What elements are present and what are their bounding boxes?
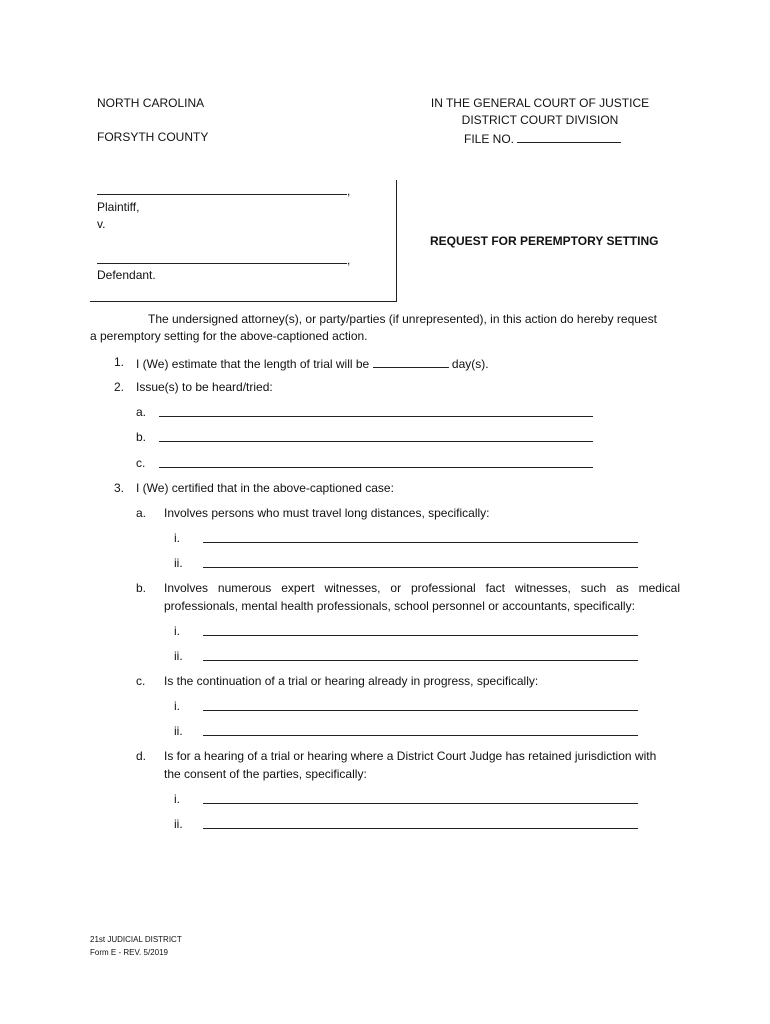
reason-b-ii-label: ii.	[174, 649, 183, 663]
plaintiff-label: Plaintiff,	[97, 200, 140, 214]
reason-a-text: Involves persons who must travel long distances, specifically:	[164, 506, 490, 520]
reason-a-i-field[interactable]	[203, 530, 638, 546]
defendant-label: Defendant.	[97, 268, 156, 282]
reason-b-text-1: Involves numerous expert witnesses, or professional fact witnesses, such as medical	[164, 581, 680, 595]
plaintiff-name-field[interactable]	[97, 182, 347, 195]
file-number	[464, 130, 621, 146]
caption-horizontal-rule	[90, 301, 397, 302]
reason-b-i-field[interactable]	[203, 623, 638, 639]
issue-a-label: a.	[136, 405, 147, 419]
reason-b-ii-field[interactable]	[203, 648, 638, 664]
reason-c-text: Is the continuation of a trial or hearing already in progress, specifically:	[164, 674, 539, 688]
reason-c-i-field[interactable]	[203, 698, 638, 714]
reason-a-label: a.	[136, 506, 147, 520]
reason-d-label: d.	[136, 749, 147, 763]
reason-d-ii-field[interactable]	[203, 816, 638, 832]
court-name: IN THE GENERAL COURT OF JUSTICE	[430, 96, 650, 110]
court-division: DISTRICT COURT DIVISION	[461, 113, 619, 127]
defendant-name-line[interactable]: ,	[97, 251, 350, 267]
intro-line-1: The undersigned attorney(s), or party/parties (if unrepresented), in this action do hereby request	[148, 312, 657, 326]
item-1-number: 1.	[114, 355, 125, 369]
state-name: NORTH CAROLINA	[97, 96, 205, 110]
issue-c-field[interactable]	[159, 455, 593, 471]
reason-b-i-label: i.	[174, 624, 180, 638]
reason-a-i-label: i.	[174, 531, 180, 545]
plaintiff-name-line[interactable]: ,	[97, 182, 350, 198]
file-number-label: FILE NO.	[464, 132, 515, 146]
reason-d-i-field[interactable]	[203, 791, 638, 807]
county-name: FORSYTH COUNTY	[97, 130, 209, 144]
item-1-line	[136, 355, 489, 371]
issue-c-label: c.	[136, 456, 146, 470]
reason-a-ii-label: ii.	[174, 556, 183, 570]
footer-district: 21st JUDICIAL DISTRICT	[90, 935, 182, 944]
reason-c-ii-field[interactable]	[203, 723, 638, 739]
reason-a-ii-field[interactable]	[203, 555, 638, 571]
issue-b-label: b.	[136, 430, 147, 444]
reason-d-ii-label: ii.	[174, 817, 183, 831]
footer-form-number: Form E - REV. 5/2019	[90, 948, 168, 957]
reason-d-i-label: i.	[174, 792, 180, 806]
reason-b-text-2: professionals, mental health professionals, school personnel or accountants, specifically:	[164, 599, 635, 613]
item-3-number: 3.	[114, 481, 125, 495]
trial-length-field[interactable]	[373, 355, 449, 368]
versus-label: v.	[97, 217, 106, 231]
intro-line-2: a peremptory setting for the above-captioned action.	[90, 329, 368, 343]
reason-d-text-1: Is for a hearing of a trial or hearing where a District Court Judge has retained jurisdiction with	[164, 749, 657, 763]
reason-b-label: b.	[136, 581, 147, 595]
defendant-name-field[interactable]	[97, 251, 347, 264]
reason-c-i-label: i.	[174, 699, 180, 713]
issue-a-field[interactable]	[159, 404, 593, 420]
item-2-text: Issue(s) to be heard/tried:	[136, 380, 273, 394]
item-3-text: I (We) certified that in the above-captioned case:	[136, 481, 394, 495]
item-1-text: I (We) estimate that the length of trial will be	[136, 357, 370, 371]
item-1-suffix: day(s).	[451, 357, 489, 371]
document-title: REQUEST FOR PEREMPTORY SETTING	[430, 234, 659, 248]
file-number-field[interactable]	[517, 130, 621, 143]
reason-c-label: c.	[136, 674, 146, 688]
item-2-number: 2.	[114, 380, 125, 394]
reason-d-text-2: the consent of the parties, specifically:	[164, 767, 367, 781]
caption-vertical-rule	[396, 180, 397, 302]
issue-b-field[interactable]	[159, 429, 593, 445]
reason-c-ii-label: ii.	[174, 724, 183, 738]
